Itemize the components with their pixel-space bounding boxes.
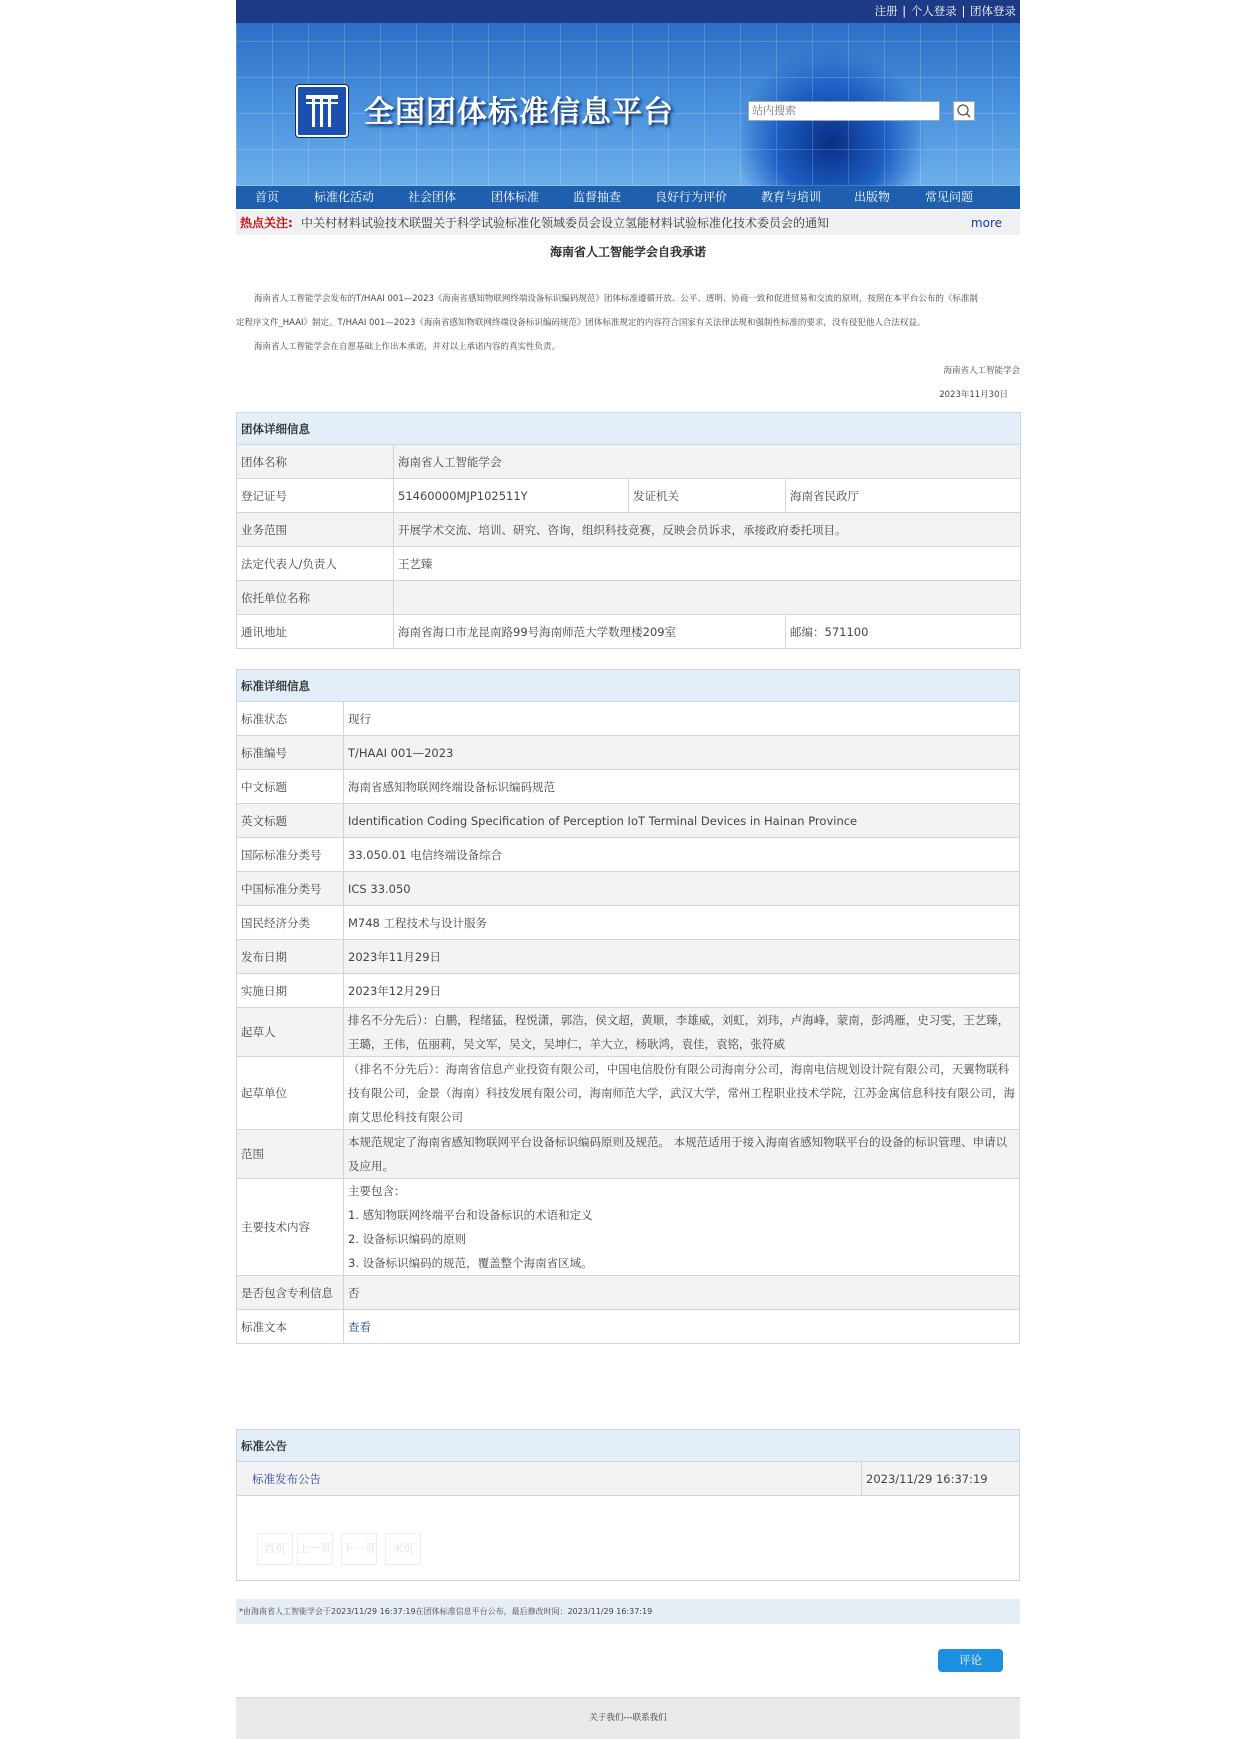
tech-content-value <box>344 1179 1020 1276</box>
more-link[interactable]: more <box>970 216 1002 230</box>
supporting-unit-label: 依托单位名称 <box>237 581 394 615</box>
tech-content-line: 1. 感知物联网终端平台和设备标识的术语和定义 <box>348 1208 593 1222</box>
notice-item-link[interactable]: 标准发布公告 <box>252 1471 321 1486</box>
standard-field-value: 2023年12月29日 <box>344 974 1020 1008</box>
group-info-table <box>236 412 1021 649</box>
main-nav <box>236 186 1020 209</box>
page-footer <box>236 1697 1020 1739</box>
representative-value: 王艺臻 <box>394 547 1021 581</box>
site-title: 全国团体标准信息平台 <box>364 95 674 130</box>
standard-field-value: 2023年11月29日 <box>344 940 1020 974</box>
address-label: 通讯地址 <box>237 615 394 649</box>
representative-label: 法定代表人/负责人 <box>237 547 394 581</box>
drafting-units-value: （排名不分先后）：海南省信息产业投资有限公司，中国电信股份有限公司海南分公司，海南电信规划设计院有限公司，天翼物联科技有限公司，金景（海南）科技发展有限公司，海南师范大学，武汉大学，常州工程职业技术学院，江苏金寓信息科技有限公司，海南艾思伦科技有限公司 <box>344 1057 1020 1130</box>
standard-field-label: 英文标题 <box>237 804 344 838</box>
pager-last-button[interactable]: 末页 <box>385 1533 421 1565</box>
search-input[interactable] <box>748 101 940 121</box>
group-name-label: 团体名称 <box>237 445 394 479</box>
standard-field-value: T/HAAI 001—2023 <box>344 736 1020 770</box>
tech-content-line: 2. 设备标识编码的原则 <box>348 1232 467 1246</box>
statement-date: 2023年11月30日 <box>939 390 1008 400</box>
notice-header: 标准公告 <box>237 1430 1020 1462</box>
search-icon <box>954 102 974 120</box>
group-name-value: 海南省人工智能学会 <box>394 445 1021 479</box>
tech-content-line: 主要包含： <box>348 1184 406 1198</box>
standard-field-label: 标准编号 <box>237 736 344 770</box>
business-scope-value: 开展学术交流、培训、研究、咨询，组织科技竞赛，反映会员诉求，承接政府委托项目。 <box>394 513 1021 547</box>
notice-section <box>236 1429 1020 1581</box>
notice-item-time: 2023/11/29 16:37:19 <box>862 1462 1020 1496</box>
standard-field-label: 中文标题 <box>237 770 344 804</box>
reg-number-label: 登记证号 <box>237 479 394 513</box>
standard-field-label: 实施日期 <box>237 974 344 1008</box>
hot-news-label: 热点关注: <box>240 216 293 230</box>
publish-footnote: *由海南省人工智能学会于2023/11/29 16:37:19在团体标准信息平台公布，最后修改时间：2023/11/29 16:37:19 <box>236 1599 1020 1624</box>
nav-item-supervision[interactable]: 监督抽查 <box>573 190 622 204</box>
standard-field-value: 海南省感知物联网终端设备标识编码规范 <box>344 770 1020 804</box>
business-scope-label: 业务范围 <box>237 513 394 547</box>
patent-value: 否 <box>344 1276 1020 1310</box>
nav-item-faq[interactable]: 常见问题 <box>925 190 974 204</box>
statement-signer: 海南省人工智能学会 <box>943 366 1020 376</box>
patent-label: 是否包含专利信息 <box>237 1276 344 1310</box>
nav-item-publications[interactable]: 出版物 <box>854 190 891 204</box>
standard-field-value: 现行 <box>344 702 1020 736</box>
nav-item-groups[interactable]: 社会团体 <box>408 190 457 204</box>
tech-content-line: 3. 设备标识编码的规范，覆盖整个海南省区域。 <box>348 1256 593 1270</box>
tech-content-label: 主要技术内容 <box>237 1179 344 1276</box>
standard-field-value: Identification Coding Specification of Perception IoT Terminal Devices in Hainan Province <box>344 804 1020 838</box>
nav-item-evaluation[interactable]: 良好行为评价 <box>655 190 728 204</box>
nav-item-activities[interactable]: 标准化活动 <box>314 190 375 204</box>
drafters-value: 排名不分先后）：白鹏，程绪猛，程悦潇，郭浩，侯文超，黄顺，李雄威，刘虹，刘玮，卢海峰，蒙南，彭鸿雁，史习雯，王艺臻，王璐，王伟，伍丽莉，吴文军，吴文，吴坤仁，羊大立，杨耿鸿，袁佳，袁铭，张符威 <box>344 1008 1020 1057</box>
pager-next-button[interactable]: 下一页 <box>341 1533 377 1565</box>
standard-field-label: 标准状态 <box>237 702 344 736</box>
group-login-link[interactable]: 团体登录 <box>970 4 1016 18</box>
statement-paragraph: 定程序文件_HAAI》制定。T/HAAI 001—2023《海南省感知物联网终端设备标识编码规范》团体标准规定的内容符合国家有关法律法规和强制性标准的要求，没有侵犯他人合法权益。 <box>236 318 926 328</box>
site-banner <box>236 23 1020 186</box>
standard-info-table <box>236 669 1020 1344</box>
nav-item-education[interactable]: 教育与培训 <box>761 190 822 204</box>
statement-paragraph: 海南省人工智能学会发布的T/HAAI 001—2023《海南省感知物联网终端设备标识编码规范》团体标准遵循开放、公平、透明、协商一致和促进贸易和交流的原则，按照在本平台公布的《标准制 <box>254 294 978 304</box>
site-logo-icon <box>296 85 348 137</box>
standard-field-value: 33.050.01 电信终端设备综合 <box>344 838 1020 872</box>
personal-login-link[interactable]: 个人登录 <box>910 4 957 18</box>
drafters-label: 起草人 <box>237 1008 344 1057</box>
standard-text-label: 标准文本 <box>237 1310 344 1344</box>
notice-table <box>236 1429 1020 1581</box>
supporting-unit-value <box>394 581 1021 615</box>
issuer-label: 发证机关 <box>629 479 786 513</box>
footer-links[interactable]: 关于我们---联系我们 <box>589 1713 667 1723</box>
standard-info-section <box>236 669 1020 1344</box>
standard-info-header: 标准详细信息 <box>237 670 1020 702</box>
pager-first-button[interactable]: 首页 <box>257 1533 293 1565</box>
nav-item-standards[interactable]: 团体标准 <box>491 190 540 204</box>
postcode-value: 邮编：571100 <box>786 615 1021 649</box>
separator: | <box>961 4 966 18</box>
reg-number-value: 51460000MJP102511Y <box>394 479 629 513</box>
group-info-header: 团体详细信息 <box>237 413 1021 445</box>
statement-title: 海南省人工智能学会自我承诺 <box>549 245 706 259</box>
statement-paragraph: 海南省人工智能学会在自愿基础上作出本承诺，并对以上承诺内容的真实性负责。 <box>254 342 561 352</box>
standard-field-label: 中国标准分类号 <box>237 872 344 906</box>
drafting-units-label: 起草单位 <box>237 1057 344 1130</box>
register-link[interactable]: 注册 <box>874 4 898 18</box>
separator: | <box>902 4 907 18</box>
standard-field-label: 发布日期 <box>237 940 344 974</box>
comment-button[interactable]: 评论 <box>938 1649 1003 1672</box>
standard-field-label: 国际标准分类号 <box>237 838 344 872</box>
top-bar <box>236 0 1020 23</box>
hot-news-link[interactable]: 中关村材料试验技术联盟关于科学试验标准化领域委员会设立氢能材料试验标准化技术委员会的通知 <box>301 216 830 230</box>
nav-item-home[interactable]: 首页 <box>255 190 280 204</box>
standard-field-label: 国民经济分类 <box>237 906 344 940</box>
search-button[interactable] <box>953 101 975 121</box>
group-info-section <box>236 412 1020 649</box>
statement-body <box>236 287 1020 407</box>
standard-field-value: ICS 33.050 <box>344 872 1020 906</box>
address-value: 海南省海口市龙昆南路99号海南师范大学数理楼209室 <box>394 615 786 649</box>
pager-prev-button[interactable]: 上一页 <box>297 1533 333 1565</box>
scope-label: 范围 <box>237 1130 344 1179</box>
view-standard-text-link[interactable]: 查看 <box>348 1319 371 1334</box>
scope-value: 本规范规定了海南省感知物联网平台设备标识编码原则及规范。 本规范适用于接入海南省感知物联平台的设备的标识管理、申请以及应用。 <box>344 1130 1020 1179</box>
issuer-value: 海南省民政厅 <box>786 479 1021 513</box>
hot-news-bar <box>236 211 1020 235</box>
standard-field-value: M748 工程技术与设计服务 <box>344 906 1020 940</box>
